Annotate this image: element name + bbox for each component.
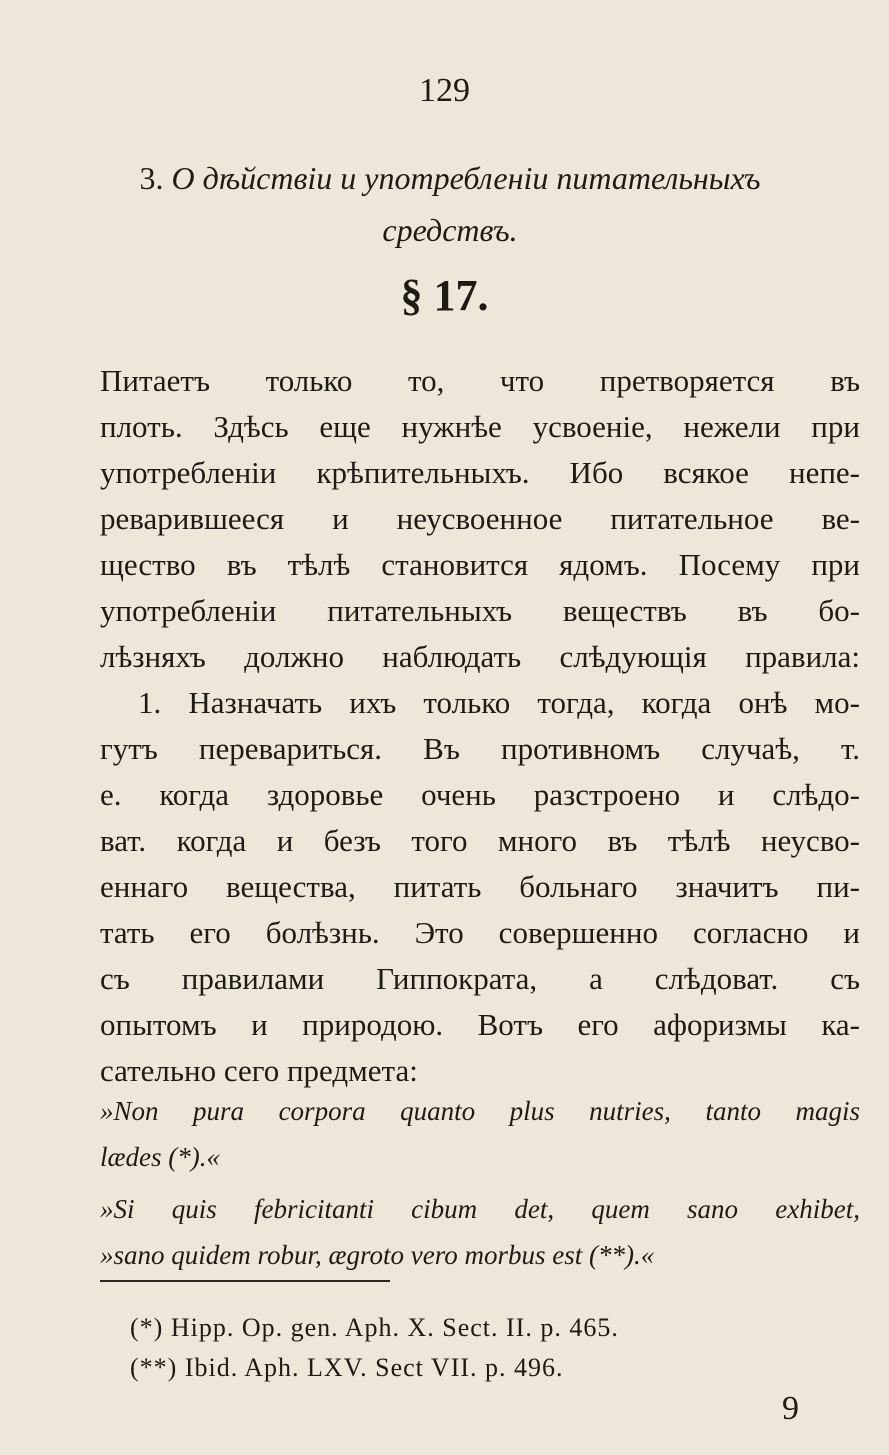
body-line: плоть. Здѣсь еще нужнѣе усвоеніе, нежели при [100, 409, 860, 444]
signature-mark: 9 [782, 1390, 799, 1427]
quote-line: »Si quis febricitanti cibum det, quem sano exhibet, [100, 1194, 860, 1224]
body-line: е. когда здоровье очень разстроено и слѣдо- [100, 777, 860, 812]
quote-line: lædes (*).« [100, 1142, 220, 1172]
body-line: сательно сего предмета: [100, 1053, 418, 1088]
body-line: употребленіи питательныхъ веществъ въ бо- [100, 593, 860, 628]
heading-number: 3. [139, 160, 164, 196]
body-line: 1. Назначать ихъ только тогда, когда онѣ мо- [138, 685, 860, 720]
body-line: гутъ перевариться. Въ противномъ случаѣ, т. [100, 731, 860, 766]
quote-line: »sano quidem robur, ægroto vero morbus est (**).« [100, 1240, 655, 1270]
body-line: Питаетъ только то, что претворяется въ [100, 363, 860, 398]
heading-line-2: средствъ. [382, 212, 518, 248]
body-line: опытомъ и природою. Вотъ его афоризмы ка- [100, 1007, 860, 1042]
page-number: 129 [419, 72, 470, 109]
heading-line-1: О дѣйствіи и употребленіи питательныхъ [171, 160, 761, 196]
body-line: употребленіи крѣпительныхъ. Ибо всякое непе- [100, 455, 860, 490]
footnote: (*) Hipp. Op. gen. Aph. X. Sect. II. p. 465. [130, 1313, 619, 1342]
body-line: щество въ тѣлѣ становится ядомъ. Посему при [100, 547, 860, 582]
section-number: § 17. [400, 271, 489, 320]
body-text [100, 358, 860, 1094]
body-line: лѣзняхъ должно наблюдать слѣдующія правила: [100, 639, 860, 674]
footnotes [130, 1308, 619, 1388]
body-line: ват. когда и безъ того много въ тѣлѣ неусво- [100, 823, 860, 858]
body-line: еннаго вещества, питать больнаго значитъ пи- [100, 869, 860, 904]
body-line: тать его болѣзнь. Это совершенно согласно и [100, 915, 860, 950]
footnote: (**) Ibid. Aph. LXV. Sect VII. p. 496. [130, 1353, 564, 1382]
latin-quotes [100, 1088, 860, 1278]
footnote-rule [100, 1280, 390, 1282]
chapter-heading [100, 152, 800, 256]
quote-line: »Non pura corpora quanto plus nutries, tanto magis [100, 1096, 860, 1126]
body-line: реварившееся и неусвоенное питательное ве- [100, 501, 860, 536]
body-line: съ правилами Гиппократа, а слѣдоват. съ [100, 961, 860, 996]
